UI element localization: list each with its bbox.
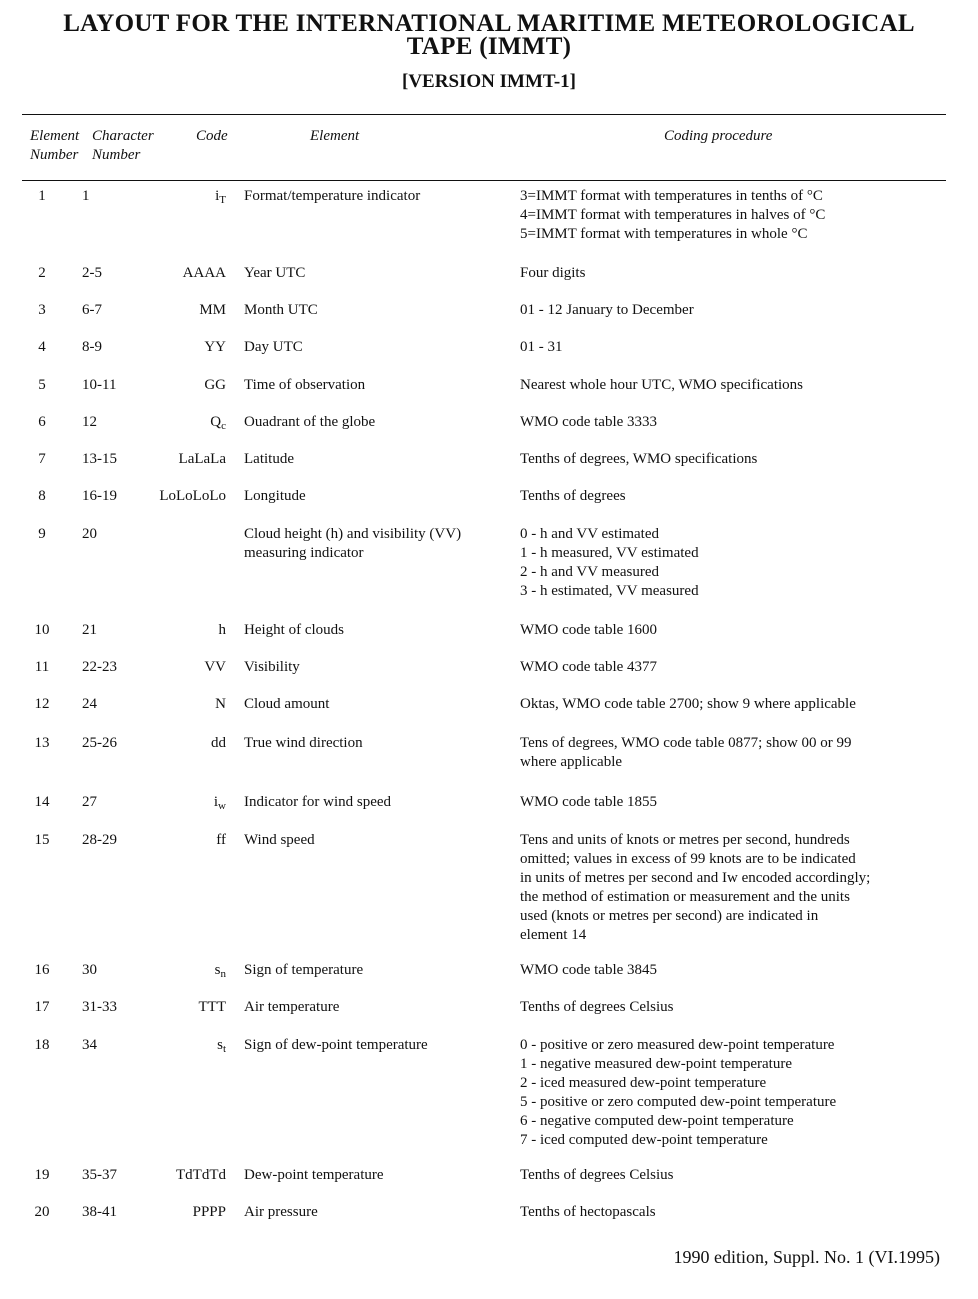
coding-procedure-cell: Tenths of degrees Celsius <box>520 1167 674 1183</box>
character-number-cell: 35-37 <box>82 1167 117 1183</box>
code-symbol: h <box>218 622 226 638</box>
code-symbol: i <box>215 188 220 204</box>
character-number-cell: 31-33 <box>82 999 117 1015</box>
title-line-2: TAPE (IMMT) <box>406 33 572 60</box>
code-symbol: i <box>213 794 219 810</box>
code-symbol: AAAA <box>182 265 226 281</box>
code-cell <box>148 487 226 506</box>
element-number-cell: 8 <box>38 488 46 504</box>
code-subscript: c <box>221 420 226 432</box>
code-cell <box>148 1203 226 1222</box>
element-description-cell: Longitude <box>244 488 306 504</box>
code-cell <box>148 793 226 816</box>
header-code: Code <box>196 128 228 144</box>
coding-procedure-cell: Tenths of degrees <box>520 488 626 504</box>
coding-procedure-cell: WMO code table 1855 <box>520 794 658 810</box>
character-number-cell: 10-11 <box>82 377 117 393</box>
element-description-cell: Indicator for wind speed <box>244 794 392 810</box>
coding-procedure-cell: Tenths of hectopascals <box>520 1204 656 1220</box>
code-cell <box>148 264 226 283</box>
element-number-cell: 17 <box>34 999 50 1015</box>
code-symbol: VV <box>204 659 226 675</box>
element-description-cell: Latitude <box>244 451 294 467</box>
code-cell <box>148 961 226 984</box>
element-description-cell: Day UTC <box>244 339 303 355</box>
element-number-cell: 4 <box>38 339 46 355</box>
element-number-cell: 6 <box>38 414 46 430</box>
element-number-cell: 7 <box>38 451 46 467</box>
character-number-cell: 13-15 <box>82 451 117 467</box>
coding-procedure-cell: WMO code table 3333 <box>520 414 658 430</box>
header-element-number: Element Number <box>30 128 80 163</box>
coding-procedure-cell: WMO code table 3845 <box>520 962 658 978</box>
element-number-cell: 5 <box>38 377 46 393</box>
element-number-cell: 3 <box>38 302 46 318</box>
element-description-cell: Wind speed <box>244 832 315 848</box>
code-cell <box>148 734 226 753</box>
character-number-cell: 38-41 <box>82 1204 117 1220</box>
version-label: [VERSION IMMT-1] <box>402 71 576 92</box>
element-number-cell: 2 <box>38 265 46 281</box>
coding-procedure-cell: 0 - positive or zero measured dew-point temperature 1 - negative measured dew-point temperature 2 - iced measured dew-point temperature 5 - positive or zero computed dew-point temperature 6 - negative computed dew-point temperature 7 - iced computed dew-point temperature <box>520 1037 837 1148</box>
code-subscript: t <box>222 1043 226 1055</box>
code-cell <box>148 376 226 395</box>
element-description-cell: Time of observation <box>244 377 366 393</box>
edition-footer: 1990 edition, Suppl. No. 1 (VI.1995) <box>673 1247 940 1267</box>
code-cell <box>148 187 226 210</box>
element-number-cell: 10 <box>34 622 50 638</box>
code-subscript: n <box>220 968 226 980</box>
code-symbol: s <box>214 962 221 978</box>
element-description-cell: Format/temperature indicator <box>244 188 421 204</box>
code-cell <box>148 301 226 320</box>
code-symbol: LoLoLoLo <box>159 488 226 504</box>
code-cell <box>148 338 226 357</box>
character-number-cell: 20 <box>82 526 97 542</box>
element-number-cell: 12 <box>34 696 50 712</box>
element-description-cell: Air temperature <box>244 999 340 1015</box>
header-character-number: Character Number <box>92 128 154 163</box>
code-cell <box>148 621 226 640</box>
character-number-cell: 24 <box>82 696 97 712</box>
character-number-cell: 25-26 <box>82 735 117 751</box>
element-number-cell: 11 <box>34 659 50 675</box>
coding-procedure-cell: Tenths of degrees Celsius <box>520 999 674 1015</box>
coding-procedure-cell: 3=IMMT format with temperatures in tenths of °C 4=IMMT format with temperatures in halves of °C 5=IMMT format with temperatures in whole °C <box>520 188 826 242</box>
code-symbol: LaLaLa <box>178 451 226 467</box>
element-description-cell: Month UTC <box>244 302 318 318</box>
code-symbol: Q <box>210 414 222 430</box>
character-number-cell: 1 <box>82 188 90 204</box>
code-cell <box>148 1166 226 1185</box>
code-cell <box>148 998 226 1017</box>
document-title <box>0 12 978 58</box>
element-description-cell: Dew-point temperature <box>244 1167 384 1183</box>
title-line-1: LAYOUT FOR THE INTERNATIONAL MARITIME METEOROLOGICAL <box>63 10 915 37</box>
code-cell <box>148 450 226 469</box>
character-number-cell: 27 <box>82 794 97 810</box>
header-element: Element <box>310 128 360 144</box>
coding-procedure-cell: 0 - h and VV estimated 1 - h measured, VV estimated 2 - h and VV measured 3 - h estimated, VV measured <box>520 526 699 599</box>
character-number-cell: 28-29 <box>82 832 117 848</box>
coding-procedure-cell: 01 - 31 <box>520 339 563 355</box>
code-symbol: YY <box>204 339 226 355</box>
code-symbol: PPPP <box>192 1204 226 1220</box>
code-cell <box>148 831 226 850</box>
code-cell <box>148 695 226 714</box>
coding-procedure-cell: WMO code table 1600 <box>520 622 658 638</box>
character-number-cell: 12 <box>82 414 97 430</box>
header-coding-procedure: Coding procedure <box>664 128 773 144</box>
element-description-cell: True wind direction <box>244 735 363 751</box>
code-subscript: w <box>218 800 226 812</box>
element-number-cell: 16 <box>34 962 50 978</box>
character-number-cell: 8-9 <box>82 339 102 355</box>
element-number-cell: 19 <box>34 1167 50 1183</box>
code-symbol: dd <box>211 735 226 751</box>
element-number-cell: 20 <box>34 1204 50 1220</box>
character-number-cell: 16-19 <box>82 488 117 504</box>
element-description-cell: Height of clouds <box>244 622 344 638</box>
code-symbol: ff <box>216 832 226 848</box>
coding-procedure-cell: Nearest whole hour UTC, WMO specifications <box>520 377 803 393</box>
character-number-cell: 34 <box>82 1037 97 1053</box>
element-number-cell: 18 <box>34 1037 50 1053</box>
element-number-cell: 15 <box>34 832 50 848</box>
element-description-cell: Sign of dew-point temperature <box>244 1037 428 1053</box>
coding-procedure-cell: Four digits <box>520 265 586 281</box>
element-description-cell: Cloud height (h) and visibility (VV) measuring indicator <box>244 526 462 561</box>
element-number-cell: 13 <box>34 735 50 751</box>
code-symbol: TdTdTd <box>176 1167 226 1183</box>
element-number-cell: 1 <box>38 188 46 204</box>
element-description-cell: Ouadrant of the globe <box>244 414 376 430</box>
character-number-cell: 30 <box>82 962 97 978</box>
code-cell <box>148 1036 226 1059</box>
element-description-cell: Air pressure <box>244 1204 318 1220</box>
character-number-cell: 6-7 <box>82 302 102 318</box>
element-description-cell: Cloud amount <box>244 696 330 712</box>
coding-procedure-cell: Tens of degrees, WMO code table 0877; show 00 or 99 where applicable <box>520 735 852 770</box>
code-symbol: s <box>217 1037 223 1053</box>
character-number-cell: 21 <box>82 622 97 638</box>
element-description-cell: Sign of temperature <box>244 962 364 978</box>
code-cell <box>148 658 226 677</box>
code-symbol: GG <box>204 377 226 393</box>
code-symbol: MM <box>199 302 226 318</box>
character-number-cell: 2-5 <box>82 265 102 281</box>
code-symbol: N <box>215 696 226 712</box>
coding-procedure-cell: 01 - 12 January to December <box>520 302 694 318</box>
code-cell <box>148 413 226 436</box>
header-rule <box>22 180 946 181</box>
character-number-cell: 22-23 <box>82 659 117 675</box>
top-rule <box>22 114 946 115</box>
code-subscript: T <box>219 194 226 206</box>
coding-procedure-cell: Tens and units of knots or metres per second, hundreds omitted; values in excess of 99 knots are to be indicated in units of metres per second and Iw encoded accordingly; the method of estimation or measurement and the units used (knots or metres per second) are indicated in element 14 <box>520 832 871 943</box>
element-description-cell: Year UTC <box>244 265 306 281</box>
coding-procedure-cell: Tenths of degrees, WMO specifications <box>520 451 758 467</box>
element-number-cell: 14 <box>34 794 50 810</box>
code-symbol: TTT <box>198 999 226 1015</box>
element-description-cell: Visibility <box>244 659 300 675</box>
element-number-cell: 9 <box>38 526 46 542</box>
coding-procedure-cell: Oktas, WMO code table 2700; show 9 where applicable <box>520 696 856 712</box>
coding-procedure-cell: WMO code table 4377 <box>520 659 658 675</box>
